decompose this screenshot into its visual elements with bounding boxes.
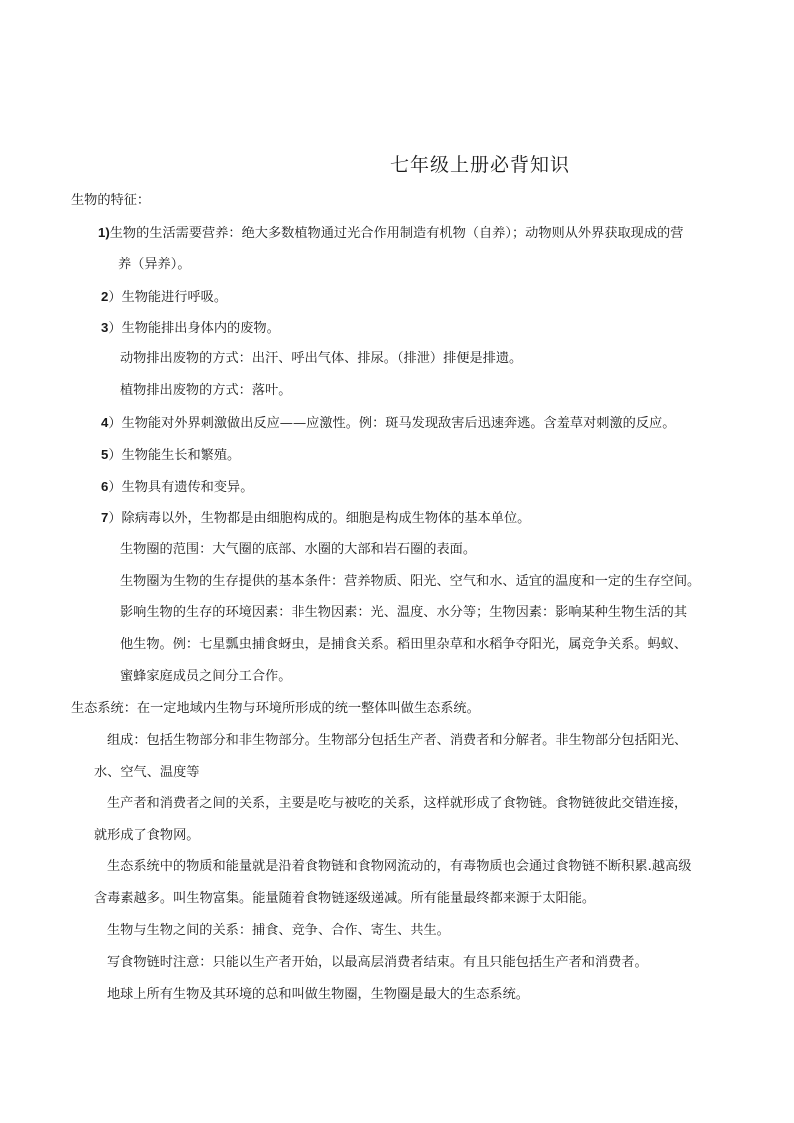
food-chain-definition: 生产者和消费者之间的关系，主要是吃与被吃的关系，这样就形成了食物链。食物链彼此交错连接， (107, 796, 688, 811)
item-7-number: 7 (101, 510, 109, 525)
food-chain-definition-continued: 就形成了食物网。 (94, 828, 200, 843)
item-2 (101, 288, 227, 307)
item-5-number: 5 (101, 447, 109, 462)
item-2-number: 2 (101, 289, 109, 304)
item-4-number: 4 (101, 415, 109, 430)
item-3-animal-excretion: 动物排出废物的方式：出汗、呼出气体、排尿。（排泄）排便是排遗。 (120, 351, 523, 366)
item-6-number: 6 (101, 479, 109, 494)
item-2-text: ）生物能进行呼吸。 (108, 290, 228, 305)
ecosystem-composition: 组成：包括生物部分和非生物部分。生物部分包括生产者、消费者和分解者。非生物部分包括阳光、 (107, 733, 688, 748)
item-3-text: ）生物能排出身体内的废物。 (108, 321, 280, 336)
biosphere-definition: 地球上所有生物及其环境的总和叫做生物圈，生物圈是最大的生态系统。 (107, 987, 529, 1002)
ecosystem-composition-continued: 水、空气、温度等 (94, 765, 200, 780)
item-4-text: ）生物能对外界刺激做出反应——应激性。例：斑马发现敌害后迅速奔逃。含羞草对刺激的反应。 (108, 416, 676, 431)
biosphere-range: 生物圈的范围：大气圈的底部、水圈的大部和岩石圈的表面。 (120, 542, 477, 557)
environmental-factors-continued: 他生物。例：七星瓢虫捕食蚜虫，是捕食关系。稻田里杂草和水稻争夺阳光，属竞争关系。蚂蚁、 (120, 637, 688, 652)
environmental-factors: 影响生物的生存的环境因素：非生物因素：光、温度、水分等；生物因素：影响某种生物生活的其 (120, 605, 688, 620)
biosphere-conditions: 生物圈为生物的生存提供的基本条件：营养物质、阳光、空气和水、适宜的温度和一定的生存空间。 (120, 574, 701, 589)
item-7 (101, 509, 530, 528)
item-7-text: ）除病毒以外，生物都是由细胞构成的。细胞是构成生物体的基本单位。 (108, 511, 531, 526)
item-1-text: 生物的生活需要营养：绝大多数植物通过光合作用制造有机物（自养）；动物则从外界获取现成的营 (109, 226, 684, 241)
organism-relations: 生物与生物之间的关系：捕食、竞争、合作、寄生、共生。 (107, 923, 450, 938)
item-6-text: ）生物具有遗传和变异。 (108, 480, 254, 495)
matter-energy-flow: 生态系统中的物质和能量就是沿着食物链和食物网流动的，有毒物质也会通过食物链不断积累.越高级 (107, 859, 692, 874)
section-heading-ecosystem: 生态系统：在一定地域内生物与环境所形成的统一整体叫做生态系统。 (71, 701, 480, 716)
page-title: 七年级上册必背知识 (390, 154, 571, 176)
item-3-number: 3 (101, 320, 109, 335)
section-heading-bio-features: 生物的特征： (71, 193, 151, 208)
item-5 (101, 446, 240, 465)
matter-energy-flow-continued: 含毒素越多。叫生物富集。能量随着食物链逐级递减。所有能量最终都来源于太阳能。 (94, 891, 596, 906)
item-1 (98, 224, 683, 243)
item-6 (101, 478, 253, 497)
item-1-continued: 养（异养）。 (118, 257, 191, 272)
item-5-text: ）生物能生长和繁殖。 (108, 448, 241, 463)
item-1-number: 1) (98, 225, 110, 240)
item-3 (101, 319, 280, 338)
item-3-plant-excretion: 植物排出废物的方式：落叶。 (120, 383, 292, 398)
food-chain-writing-note: 写食物链时注意：只能以生产者开始，以最高层消费者结束。有且只能包括生产者和消费者。 (107, 955, 648, 970)
environmental-factors-end: 蜜蜂家庭成员之间分工合作。 (120, 669, 292, 684)
item-4 (101, 414, 675, 433)
